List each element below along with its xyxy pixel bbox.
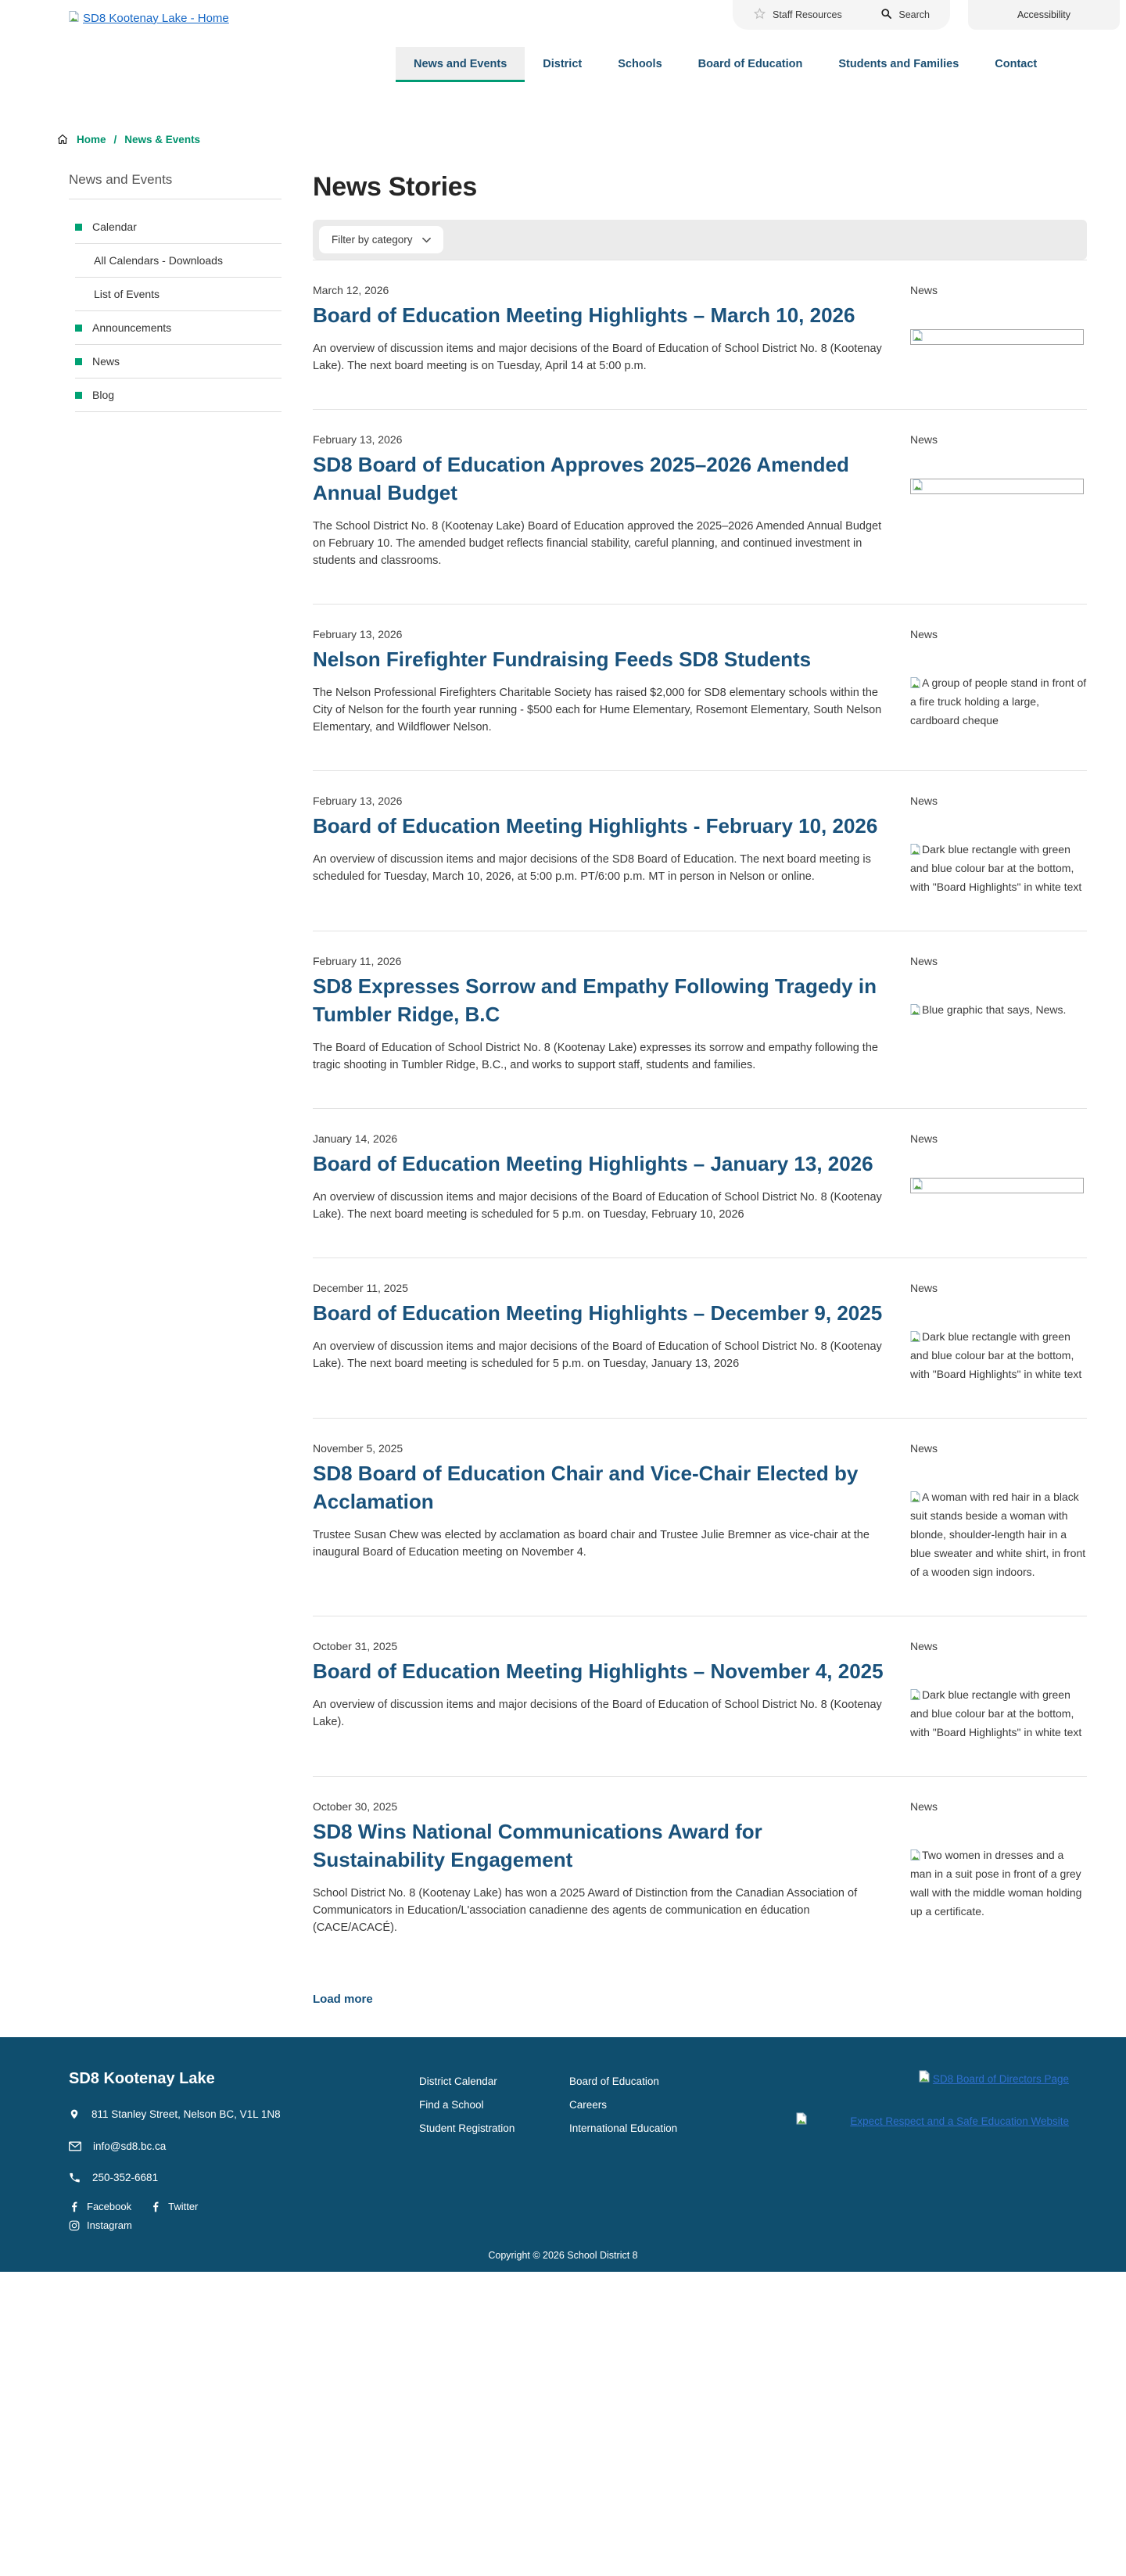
sidebar-item-label: Calendar [92, 221, 137, 233]
phone-icon [69, 2172, 81, 2183]
footer-external-links [737, 2070, 1069, 2131]
sidebar-item[interactable] [75, 278, 282, 311]
footer-address: 811 Stanley Street, Nelson BC, V1L 1N8 [91, 2108, 281, 2120]
article-date: February 13, 2026 [313, 433, 403, 446]
footer-grid [69, 2070, 1069, 2231]
article-meta-column [910, 795, 1087, 896]
article-text-column [313, 628, 893, 736]
article-summary: The Nelson Professional Firefighters Charitable Society has raised $2,000 for SD8 elementary schools within the City of Nelson for the fourth year running - $500 each for Hume Elementary, Rosemont Elementary, South Nelson Elementary, and Wildflower Nelson. [313, 687, 882, 734]
article-title-link[interactable]: SD8 Board of Education Approves 2025–2026 Amended Annual Budget [313, 453, 849, 504]
article-category-badge: News [910, 795, 938, 807]
footer-external-link[interactable] [919, 2070, 1069, 2089]
news-article-list [313, 260, 1087, 1971]
article-category-badge: News [910, 955, 938, 967]
footer-link[interactable]: Student Registration [419, 2122, 515, 2134]
sidebar-menu [69, 210, 282, 412]
broken-image-icon [796, 2112, 807, 2125]
article-meta-column [910, 955, 1087, 1074]
article-title-link[interactable]: SD8 Board of Education Chair and Vice-Chair Elected by Acclamation [313, 1462, 859, 1513]
nav-tab[interactable] [396, 47, 525, 82]
article-date: January 14, 2026 [313, 1132, 398, 1145]
article-title-link[interactable]: Board of Education Meeting Highlights - February 10, 2026 [313, 814, 878, 838]
article-meta-column [910, 433, 1087, 569]
article-text-column [313, 1800, 893, 1936]
article-date: February 13, 2026 [313, 795, 403, 807]
footer-address-row [69, 2108, 419, 2121]
social-icon [69, 2220, 80, 2231]
staff-resources-label: Staff Resources [773, 9, 842, 20]
article-summary: An overview of discussion items and major decisions of the Board of Education of School District No. 8 (Kootenay Lake). [313, 1699, 882, 1728]
broken-image-icon [910, 677, 920, 688]
search-icon [880, 8, 892, 22]
footer-link[interactable]: International Education [569, 2122, 678, 2134]
article-meta-column [910, 1442, 1087, 1581]
social-label: Instagram [87, 2219, 132, 2231]
star-icon [753, 7, 766, 23]
footer-social-row-2 [69, 2219, 419, 2231]
article-thumbnail-alt-text[interactable] [910, 1846, 1087, 1921]
main-nav [396, 47, 1055, 82]
square-bullet-icon [75, 325, 82, 332]
site-footer [0, 2037, 1126, 2272]
article-summary: The Board of Education of School District No. 8 (Kootenay Lake) expresses its sorrow and empathy following the tragic shooting in Tumbler Ridge, B.C., and works to support staff, students and families. [313, 1042, 878, 1071]
square-bullet-icon [75, 392, 82, 399]
home-icon[interactable] [56, 133, 69, 145]
nav-tab[interactable] [525, 47, 600, 82]
news-article-row [313, 1108, 1087, 1258]
news-article-row [313, 260, 1087, 409]
sidebar-title: News and Events [69, 172, 173, 187]
footer-link[interactable]: District Calendar [419, 2076, 497, 2087]
sidebar-item-label: News [92, 355, 120, 368]
article-summary: An overview of discussion items and major decisions of the SD8 Board of Education. The next board meeting is scheduled for Tuesday, March 10, 2026, at 5:00 p.m. PT/6:00 p.m. MT in person in Nelson or online. [313, 853, 871, 883]
article-category-badge: News [910, 284, 938, 296]
footer-link[interactable]: Find a School [419, 2099, 484, 2111]
footer-external-link[interactable] [796, 2112, 1069, 2131]
article-date: February 13, 2026 [313, 628, 403, 640]
social-link[interactable] [69, 2219, 132, 2231]
article-thumbnail-placeholder[interactable] [910, 1178, 1084, 1193]
nav-tab[interactable] [600, 47, 680, 82]
footer-copyright: Copyright © 2026 School District 8 [488, 2250, 638, 2261]
article-thumbnail-alt-text[interactable] [910, 673, 1087, 730]
news-article-row [313, 409, 1087, 604]
article-thumbnail-alt-label: Dark blue rectangle with green and blue colour bar at the bottom, with "Board Highlights" in white text [910, 1688, 1082, 1738]
article-title-link[interactable]: Board of Education Meeting Highlights – March 10, 2026 [313, 303, 855, 327]
article-text-column [313, 1282, 893, 1383]
article-summary: The School District No. 8 (Kootenay Lake) Board of Education approved the 2025–2026 Amended Annual Budget on February 10. The amended budget reflects financial stability, careful planning, and continued investment in students and classrooms. [313, 520, 882, 567]
article-summary: An overview of discussion items and major decisions of the Board of Education of School District No. 8 (Kootenay Lake). The next board meeting is scheduled for 5 p.m. on Tuesday, February 10, 2026 [313, 1191, 882, 1221]
broken-image-icon [910, 1491, 920, 1502]
article-title-link[interactable]: Nelson Firefighter Fundraising Feeds SD8 Students [313, 648, 812, 671]
broken-image-icon [910, 1689, 920, 1700]
social-icon [69, 2201, 80, 2212]
breadcrumb [56, 133, 1126, 145]
sidebar-item-label: Announcements [92, 321, 172, 334]
broken-image-icon [910, 1849, 920, 1860]
broken-image-icon [913, 1179, 923, 1193]
article-meta-column [910, 1282, 1087, 1383]
article-category-badge: News [910, 1442, 938, 1455]
page-title: News Stories [313, 172, 477, 202]
nav-tab-label: News and Events [414, 58, 507, 70]
search-label: Search [898, 9, 930, 20]
nav-tab-label: Students and Families [838, 58, 959, 70]
sidebar-item[interactable] [75, 311, 282, 345]
sidebar-item-label: List of Events [94, 288, 160, 300]
nav-tab-label: Schools [618, 58, 662, 70]
breadcrumb-separator: / [113, 133, 117, 145]
article-meta-column [910, 1132, 1087, 1223]
footer-link[interactable]: Careers [569, 2099, 608, 2111]
news-article-row [313, 1616, 1087, 1776]
accessibility-button[interactable] [968, 0, 1120, 30]
article-thumbnail-placeholder[interactable] [910, 479, 1084, 494]
article-date: December 11, 2025 [313, 1282, 408, 1294]
article-date: October 31, 2025 [313, 1640, 398, 1652]
article-summary: An overview of discussion items and major decisions of the Board of Education of School District No. 8 (Kootenay Lake). The next board meeting is on Tuesday, April 14 at 5:00 p.m. [313, 343, 882, 372]
article-meta-column [910, 1800, 1087, 1936]
news-article-row [313, 1258, 1087, 1418]
article-summary: An overview of discussion items and major decisions of the Board of Education of School District No. 8 (Kootenay Lake). The next board meeting is scheduled for 5 p.m. on Tuesday, January 13, 2026 [313, 1340, 882, 1370]
sidebar-item[interactable] [75, 244, 282, 278]
article-meta-column [910, 628, 1087, 736]
news-article-row [313, 1418, 1087, 1616]
site-header [0, 0, 1126, 86]
filter-bar [313, 220, 1087, 260]
footer-social-row-1 [69, 2201, 419, 2212]
article-category-badge: News [910, 1282, 938, 1294]
broken-image-icon [69, 11, 79, 25]
news-article-row [313, 770, 1087, 931]
article-text-column [313, 284, 893, 375]
article-meta-column [910, 284, 1087, 375]
article-thumbnail-alt-text[interactable] [910, 1685, 1087, 1742]
breadcrumb-current-link[interactable]: News & Events [124, 133, 201, 145]
nav-tab[interactable] [680, 47, 821, 82]
article-text-column [313, 1640, 893, 1742]
sidebar-item-label: All Calendars - Downloads [94, 254, 223, 267]
article-meta-column [910, 1640, 1087, 1742]
article-thumbnail-alt-label: Dark blue rectangle with green and blue colour bar at the bottom, with "Board Highlights" in white text [910, 1330, 1082, 1380]
breadcrumb-home-link[interactable]: Home [77, 133, 106, 145]
search-button[interactable] [880, 8, 930, 22]
content-area [0, 172, 1126, 2037]
email-icon [69, 2141, 81, 2151]
nav-tab[interactable] [820, 47, 977, 82]
social-icon [150, 2201, 161, 2212]
utility-bar [733, 0, 1120, 30]
broken-image-icon [919, 2070, 930, 2083]
footer-phone-link[interactable]: 250-352-6681 [92, 2172, 159, 2183]
accessibility-label: Accessibility [1017, 9, 1071, 20]
article-category-badge: News [910, 1640, 938, 1652]
article-text-column [313, 433, 893, 569]
article-summary: Trustee Susan Chew was elected by acclamation as board chair and Trustee Julie Bremner as vice-chair at the inaugural Board of Education meeting on November 4. [313, 1529, 870, 1559]
article-category-badge: News [910, 1800, 938, 1813]
nav-tab-label: District [543, 58, 583, 70]
social-label: Twitter [168, 2201, 199, 2212]
article-category-badge: News [910, 433, 938, 446]
footer-phone-row [69, 2172, 419, 2183]
article-thumbnail-alt-text[interactable] [910, 1327, 1087, 1383]
social-link[interactable] [150, 2201, 198, 2212]
article-thumbnail-alt-label: Two women in dresses and a man in a suit pose in front of a grey wall with the middle woman holding up a certificate. [910, 1849, 1082, 1918]
footer-external-link-label: Expect Respect and a Safe Education Website [850, 2115, 1069, 2127]
article-date: February 11, 2026 [313, 955, 402, 967]
load-more-button[interactable]: Load more [313, 1993, 373, 2006]
article-thumbnail-alt-text[interactable] [910, 840, 1087, 896]
article-thumbnail-placeholder[interactable] [910, 329, 1084, 345]
article-text-column [313, 795, 893, 896]
square-bullet-icon [75, 224, 82, 231]
broken-image-icon [910, 1331, 920, 1342]
article-title-link[interactable]: SD8 Expresses Sorrow and Empathy Following Tragedy in Tumbler Ridge, B.C [313, 974, 877, 1026]
news-article-row [313, 1776, 1087, 1971]
article-title-link[interactable]: SD8 Wins National Communications Award for Sustainability Engagement [313, 1820, 762, 1871]
footer-email-row [69, 2140, 419, 2152]
article-thumbnail-alt-text[interactable] [910, 1487, 1087, 1581]
article-thumbnail-alt-label: Dark blue rectangle with green and blue colour bar at the bottom, with "Board Highlights" in white text [910, 843, 1082, 893]
broken-image-icon [910, 1004, 920, 1015]
nav-tab[interactable] [977, 47, 1055, 82]
filter-by-category-button[interactable] [319, 226, 443, 253]
footer-email-link[interactable]: info@sd8.bc.ca [93, 2140, 167, 2152]
footer-external-link-label: SD8 Board of Directors Page [932, 2073, 1069, 2085]
nav-tab-label: Board of Education [697, 58, 803, 70]
social-label: Facebook [87, 2201, 132, 2212]
broken-image-icon [913, 330, 923, 345]
article-text-column [313, 955, 893, 1074]
article-text-column [313, 1442, 893, 1581]
article-title-link[interactable]: Board of Education Meeting Highlights – November 4, 2025 [313, 1659, 884, 1683]
social-link[interactable] [69, 2201, 131, 2212]
footer-org-column [69, 2070, 419, 2231]
news-article-row [313, 931, 1087, 1108]
article-date: November 5, 2025 [313, 1442, 403, 1455]
footer-links-column-1 [419, 2070, 569, 2140]
sidebar-item-label: Blog [92, 389, 115, 401]
filter-by-category-label: Filter by category [332, 234, 413, 246]
main-column [313, 172, 1087, 2037]
staff-resources-link[interactable] [753, 7, 842, 23]
article-date: March 12, 2026 [313, 284, 389, 296]
article-category-badge: News [910, 628, 938, 640]
chevron-down-icon [422, 237, 431, 243]
sidebar [69, 172, 282, 412]
news-article-row [313, 604, 1087, 770]
site-logo-link[interactable] [69, 11, 229, 25]
site-logo-label: SD8 Kootenay Lake - Home [83, 11, 229, 25]
sidebar-item[interactable] [75, 210, 282, 244]
nav-tab-label: Contact [995, 58, 1038, 70]
article-summary: School District No. 8 (Kootenay Lake) has won a 2025 Award of Distinction from the Canadian Association of Communicators in Education/L'association canadienne des agents de communication en éducation (CACE/ACACÉ). [313, 1887, 858, 1934]
article-thumbnail-alt-text[interactable] [910, 1000, 1087, 1019]
footer-links-column-2 [569, 2070, 737, 2140]
article-title-link[interactable]: Board of Education Meeting Highlights – December 9, 2025 [313, 1301, 883, 1325]
sidebar-item[interactable] [75, 345, 282, 379]
footer-org-name: SD8 Kootenay Lake [69, 2070, 215, 2087]
article-thumbnail-alt-label: Blue graphic that says, News. [922, 1003, 1067, 1016]
article-thumbnail-alt-label: A woman with red hair in a black suit stands beside a woman with blonde, shoulder-length hair in a blue sweater and white shirt, in front of a wooden sign indoors. [910, 1491, 1086, 1578]
utility-pill [733, 0, 950, 30]
location-pin-icon [69, 2108, 80, 2121]
broken-image-icon [913, 479, 923, 494]
article-date: October 30, 2025 [313, 1800, 398, 1813]
sidebar-item[interactable] [75, 379, 282, 412]
article-title-link[interactable]: Board of Education Meeting Highlights – January 13, 2026 [313, 1152, 873, 1175]
square-bullet-icon [75, 358, 82, 365]
footer-link[interactable]: Board of Education [569, 2076, 659, 2087]
article-text-column [313, 1132, 893, 1223]
broken-image-icon [910, 844, 920, 855]
article-thumbnail-alt-label: A group of people stand in front of a fire truck holding a large, cardboard cheque [910, 676, 1087, 727]
article-category-badge: News [910, 1132, 938, 1145]
